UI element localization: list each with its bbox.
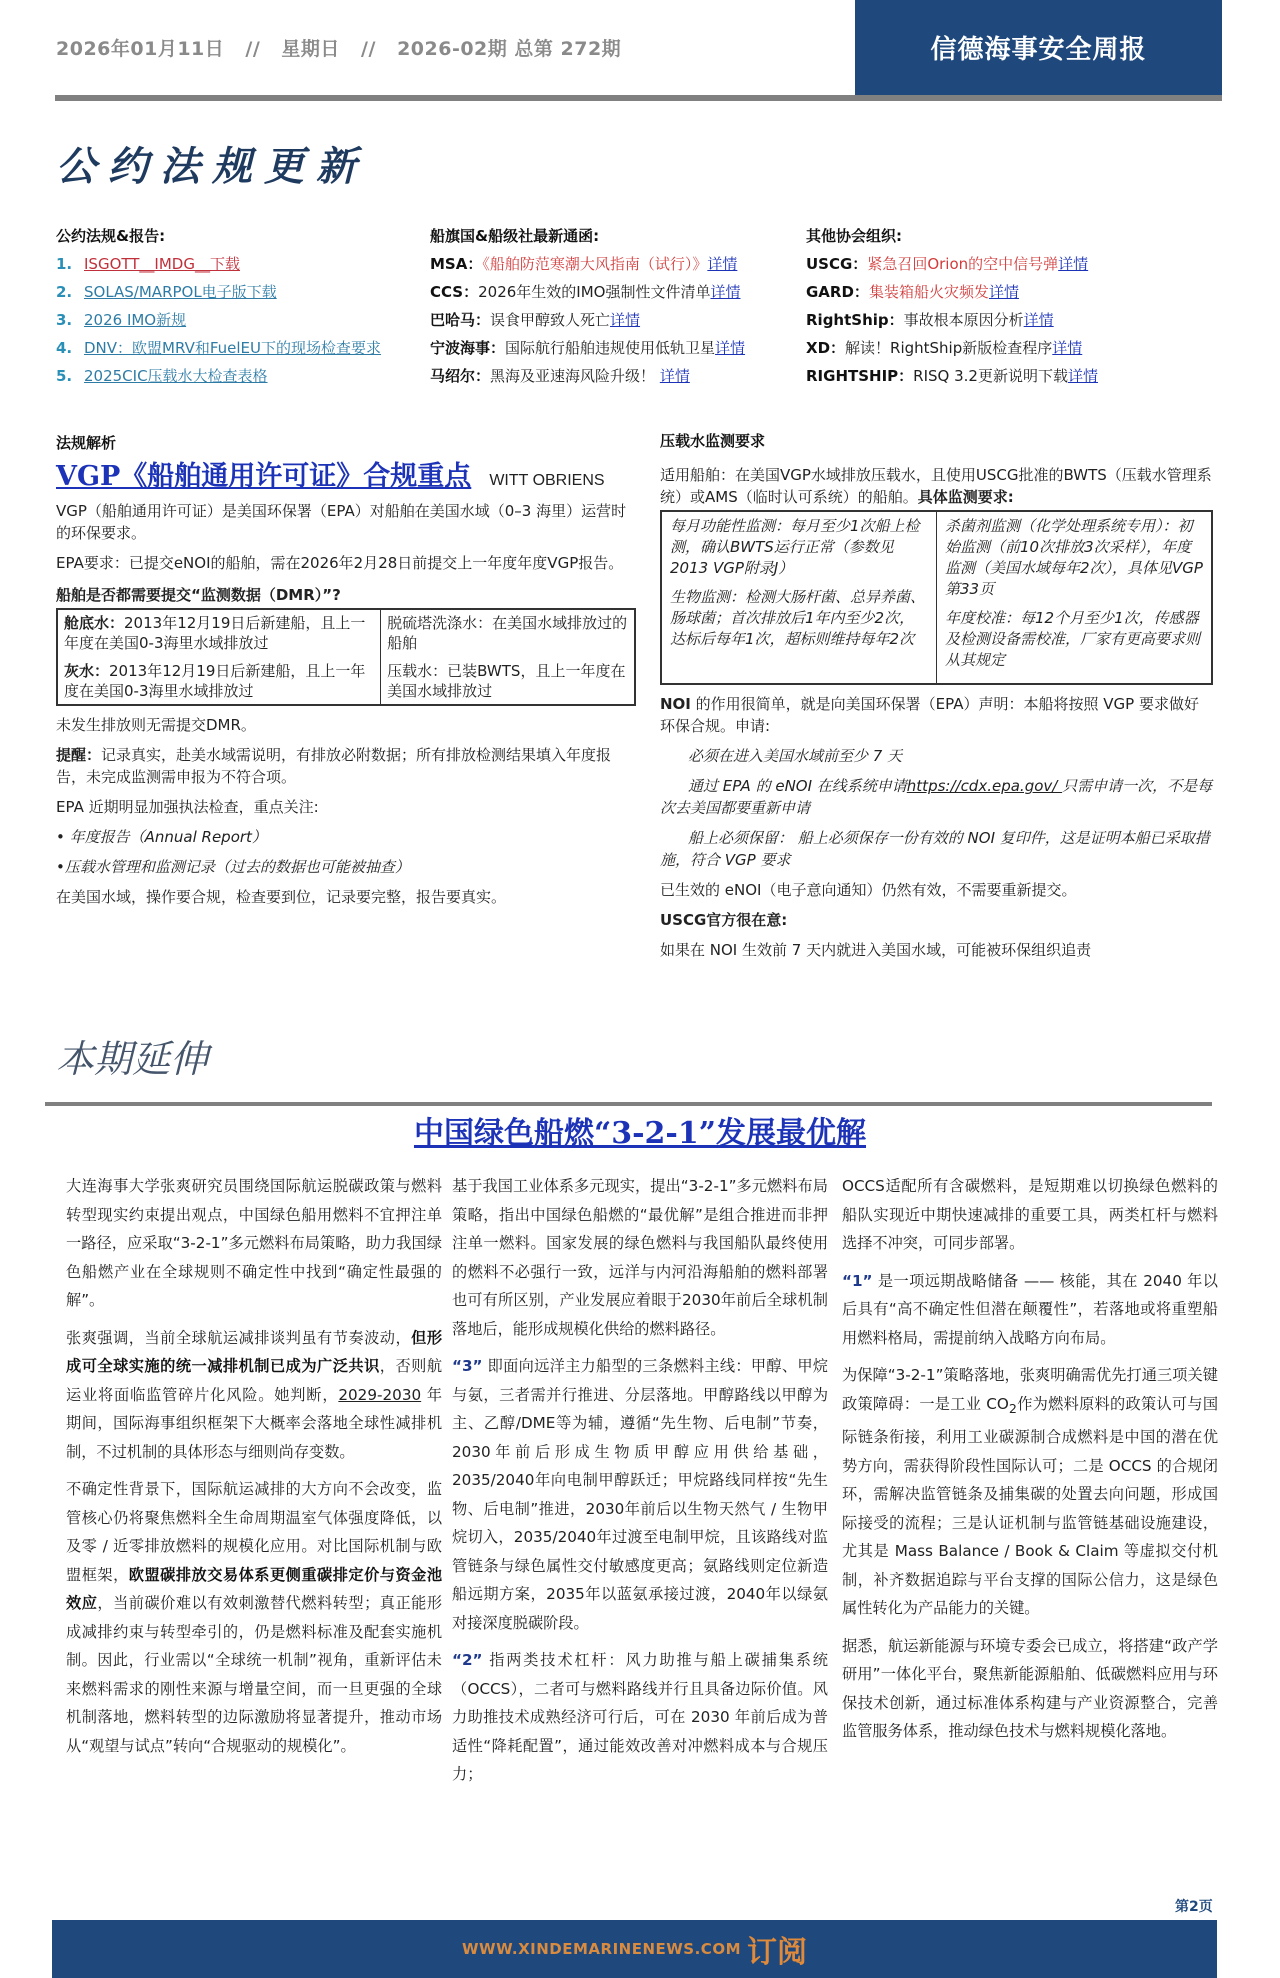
issue-number: 2026-02期 总第 272期 [397,38,622,60]
list-item [56,306,426,334]
item-number: 4. [56,339,73,357]
other-orgs-heading: 其他协会组织: [806,227,902,245]
org-label: RIGHTSHIP： [806,367,914,385]
strategy-number: “1” [842,1271,873,1290]
applicable-text: 适用船舶：在美国VGP水域排放压载水，且使用USCG批准的BWTS（压载水管理系统）或AMS（临时认可系统）的船舶。 [660,466,1212,506]
header-divider [55,95,1222,101]
enoi-valid-note: 已生效的 eNOI（电子意向通知）仍然有效，不需要重新提交。 [660,881,1077,899]
article-column-3 [842,1172,1218,1755]
org-label: MSA： [430,255,483,273]
notice-text: 2026年生效的IMO强制性文件清单 [478,283,711,301]
article-column-2 [452,1172,828,1798]
section-title-extension: 本期延伸 [56,1037,209,1081]
article-paragraph [452,1646,828,1789]
org-label: CCS： [430,283,479,301]
epa-requirement: EPA要求：已提交eNOI的船舶，需在2026年2月28日前提交上一年度年度VGP报告。 [56,554,624,572]
list-item [430,334,800,362]
details-link[interactable]: 详情 [1023,311,1054,329]
req-text: 只需申请一次，不是每次去美国都要重新申请 [660,777,1213,817]
reminder-label: 提醒： [56,746,102,764]
weekday: 星期日 [281,38,340,60]
ballast-requirements [660,430,1213,961]
list-item [56,250,426,278]
item-number: 2. [56,283,73,301]
dmr-cell-right [381,609,635,705]
org-label: 宁波海事： [430,339,506,357]
list-item [430,250,800,278]
dmr-item [64,613,374,653]
source-label: WITT OBRIENS [489,472,605,489]
req-text: 通过 EPA 的 eNOI 在线系统申请 [688,777,907,795]
reminder-text: 记录真实，赴美水域需说明，有排放必附数据；所有排放检测结果填入年度报告，未完成监测需申报为不符合项。 [56,746,612,786]
article-paragraph [66,1324,442,1467]
subscribe-link[interactable]: 订阅 [747,1935,807,1970]
bold-text: 但形成可全球实施的统一减排机制已成为广泛共识 [66,1328,442,1375]
article-paragraph [452,1352,828,1637]
dmr-item [64,661,374,701]
org-label: 马绍尔： [430,367,491,385]
article-title: 中国绿色船燃“3-2-1”发展最优解 [413,1116,867,1151]
noi-label: NOI [660,695,691,713]
dnv-mrv-fueleu-link[interactable]: DNV：欧盟MRV和FuelEU下的现场检查要求 [84,339,382,357]
text: ，当前碳价难以有效刺激替代燃料转型；真正能形成减排约束与转型牵引的，仍是燃料标准及配套实施机制。因此，行业需以“全球统一机制”视角，重新评估未来燃料需求的刚性来源与增量空间，而一旦更强的全球机制落地，燃料转型的边际激励将显著提升，推动市场从“观望与试点”转向“合规驱动的规模化”。 [66,1594,442,1755]
ballast-monitoring-table [660,510,1213,685]
noi-requirement [660,775,1213,819]
closing-note: 在美国水域，操作要合规，检查要到位，记录要完整，报告要真实。 [56,888,507,906]
no-discharge-note: 未发生排放则无需提交DMR。 [56,716,256,734]
text: 年期间，国际海事组织框架下大概率会落地全球性减排机制，不过机制的具体形态与细则尚存变数。 [66,1385,443,1461]
article-paragraph: 基于我国工业体系多元现实，提出“3-2-1”多元燃料布局策略，指出中国绿色船燃的“最优解”是组合推进而非押注单一燃料。国家发展的绿色燃料与我国船队最终使用的燃料不必强行一致，远洋与内河沿海船舶的燃料部署也可有所区别，产业发展应着眼于2030年前后全球机制落地后，能形成规模化供给的燃料路径。 [452,1177,828,1338]
org-label: XD： [806,339,846,357]
details-link[interactable]: 详情 [1052,339,1083,357]
list-item [56,362,426,390]
flag-states-list [430,222,800,390]
notice-text: 国际航行船舶违规使用低轨卫星 [505,339,716,357]
ballast-heading: 压载水监测要求 [660,432,766,450]
noi-explanation [660,693,1213,737]
details-link[interactable]: 详情 [707,255,738,273]
item-number: 3. [56,311,73,329]
notice-text: 事故根本原因分析 [903,311,1024,329]
list-item [430,278,800,306]
list-item [806,334,1216,362]
list-item [56,334,426,362]
org-label: 巴哈马： [430,311,491,329]
monitoring-item: 生物监测：检测大肠杆菌、总异养菌、肠球菌；首次排放后1年内至少2次，达标后每年1次，超标则维持每年2次 [670,588,926,648]
subscript: 2 [1008,1400,1017,1416]
dmr-item-text: 2013年12月19日后新建船，且上一年度在美国0-3海里水域排放过 [64,662,366,700]
cic-ballast-checklist-link[interactable]: 2025CIC压载水大检查表格 [84,367,268,385]
separator: // [361,38,376,60]
details-link[interactable]: 详情 [715,339,746,357]
article-title-row [0,1108,1280,1152]
issue-date: 2026年01月11日 [56,38,225,60]
org-label: USCG： [806,255,868,273]
vgp-article-link[interactable]: VGP《船舶通用许可证》合规重点 [56,461,472,492]
details-link[interactable]: 详情 [988,283,1019,301]
issue-date-line [56,34,635,61]
text: 作为燃料原料的政策认可与国际链条衔接，利用工业碳源制合成燃料是中国的潜在优势方向，需获得阶段性国际认可；二是 OCCS 的合规闭环，需解决监管链条及捕集碳的处置去向问题，形成国际接受的流程；三是认证机制与监管链基础设施建设，尤其是 Mass Balance / Book & Claim 等虚拟交付机制，补齐数据追踪与平台支撑的国际公信力，这是绿色属性转化为产品能力的关键。 [842,1394,1219,1618]
list-item [806,250,1216,278]
list-item [430,306,800,334]
solas-marpol-download-link[interactable]: SOLAS/MARPOL电子版下载 [84,283,277,301]
dmr-item: 压载水：已装BWTS，且上一年度在美国水域排放过 [387,662,626,700]
list-item [806,278,1216,306]
details-link[interactable]: 详情 [610,311,641,329]
monitoring-cell-left [661,511,937,684]
monitoring-item: 每月功能性监测：每月至少1次船上检测，确认BWTS运行正常（参数见2013 VGP附录J） [670,517,920,577]
section-divider [45,1102,1212,1106]
notice-text: 解读！RightShip新版检查程序 [845,339,1053,357]
item-number: 5. [56,367,73,385]
notice-text: 误食甲醇致人死亡 [490,311,611,329]
conventions-list [56,222,426,390]
dmr-item-label: 舱底水： [64,614,125,632]
vgp-intro: VGP（船舶通用许可证）是美国环保署（EPA）对船舶在美国水域（0–3 海里）运营时的环保要求。 [56,502,627,542]
dmr-cell-left [57,609,381,705]
analysis-heading: 法规解析 [56,434,117,452]
notice-text: 集装箱船火灾频发 [868,283,989,301]
brand-banner: 信德海事安全周报 [855,0,1222,95]
other-orgs-list [806,222,1216,390]
focus-bullet: • 年度报告（Annual Report） [56,828,267,846]
org-label: RightShip： [806,311,904,329]
article-title-link[interactable] [414,1116,866,1151]
separator: // [245,38,261,60]
noi-text: 的作用很简单，就是向美国环保署（EPA）声明：本船将按照 VGP 要求做好环保合规。申请: [660,695,1199,735]
page-number: 第2页 [1175,1899,1213,1915]
uscg-heading: USCG官方很在意: [660,911,788,929]
notice-text: 黑海及亚速海风险升级！ [490,367,656,385]
dmr-table [56,608,636,706]
org-label: GARD： [806,283,869,301]
article-paragraph: 据悉，航运新能源与环境专委会已成立，将搭建“政产学研用”一体化平台，聚焦新能源船舶、低碳燃料应用与环保技术创新，通过标准体系构建与产业资源整合，完善监管服务体系，推动绿色技术与燃料规模化落地。 [842,1636,1218,1741]
vgp-analysis [56,432,636,908]
monitoring-item: 年度校准：每12个月至少1次，传感器及检测设备需校准，厂家有更高要求则从其规定 [945,609,1201,669]
noi-requirement: 必须在进入美国水域前至少 7 天 [688,747,903,765]
article-paragraph [842,1267,1218,1353]
section-title-regulations: 公约法规更新 [56,144,368,190]
epa-cdx-link[interactable]: https://cdx.epa.gov/ [906,777,1063,795]
list-item [56,278,426,306]
bold-text: 欧盟碳排放交易体系更侧重碳排定价与资金池效应 [66,1565,442,1612]
monitoring-cell-right [937,511,1213,684]
dmr-item: 脱硫塔洗涤水：在美国水域排放过的船舶 [387,614,628,652]
details-link[interactable]: 详情 [710,283,741,301]
flag-states-heading: 船旗国&船级社最新通函: [430,227,600,245]
details-link[interactable]: 详情 [1067,367,1098,385]
strategy-number: “3” [452,1357,483,1375]
text: 即面向远洋主力船型的三条燃料主线：甲醇、甲烷与氨，三者需并行推进、分层落地。甲醇路线以甲醇为主、乙醇/DME等为辅，遵循“先生物、后电制”节奏，2030年前后形成生物质甲醇应用供给基础，2035/2040年向电制甲醇跃迁；甲烷路线同样按“先生物、后电制”推进，2030年前后以生物天然气 / 生物甲烷切入，2035/2040年过渡至电制甲烷，且该路线对监管链条与绿色属性交付敏感度更高；氨路线则定位新造船远期方案，2035年以蓝氨承接过渡，2040年以绿氨对接深度脱碳阶段。 [452,1357,828,1632]
notice-text: 《船舶防范寒潮大风指南（试行）》 [482,255,708,273]
article-paragraph: 大连海事大学张爽研究员围绕国际航运脱碳政策与燃料转型现实约束提出观点，中国绿色船用燃料不宜押注单一路径，应采取“3-2-1”多元燃料布局策略，助力我国绿色船燃产业在全球规则不确定性中找到“确定性最强的解”。 [66,1177,442,1309]
list-item [806,306,1216,334]
dmr-item-label: 灰水： [64,662,110,680]
dmr-item-text: 2013年12月19日后新建船，且上一年度在美国0-3海里水域排放过 [64,614,366,652]
list-item [430,362,800,390]
focus-bullet: •压载水管理和监测记录（过去的数据也可能被抽查） [56,858,410,876]
uscg-warning: 如果在 NOI 生效前 7 天内就进入美国水域，可能被环保组织追责 [660,941,1092,959]
article-paragraph: OCCS适配所有含碳燃料，是短期难以切换绿色燃料的船队实现近中期快速减排的重要工具，两类杠杆与燃料选择不冲突，可同步部署。 [842,1177,1218,1252]
notice-text: 紧急召回Orion的空中信号弹 [867,255,1059,273]
text: 是一项远期战略储备 —— 核能，其在 2040 年以后具有“高不确定性但潜在颠覆性”，若落地或将重塑船用燃料格局，需提前纳入战略方向布局。 [842,1271,1218,1347]
article-column-1 [66,1172,442,1769]
notice-text: RISQ 3.2更新说明下载 [913,367,1068,385]
details-link[interactable]: 详情 [659,367,690,385]
monitoring-item: 杀菌剂监测（化学处理系统专用）：初始监测（前10次排放3次采样），年度监测（美国水域每年2次），具体见VGP第33页 [945,517,1203,598]
details-link[interactable]: 详情 [1058,255,1089,273]
reminder [56,744,636,788]
website-link[interactable]: WWW.XINDEMARINENEWS.COM [461,1940,741,1958]
imo-2026-rules-link[interactable]: 2026 IMO新规 [84,311,187,329]
item-number: 1. [56,255,73,273]
epa-focus: EPA 近期明显加强执法检查，重点关注: [56,798,319,816]
vgp-title-row [56,461,636,492]
underlined-year: 2029-2030 [338,1385,422,1404]
text: 指两类技术杠杆：风力助推与船上碳捕集系统（OCCS），二者可与燃料路线并行且具备边际价值。风力助推技术成熟经济可行后，可在 2030 年前后成为普适性“降耗配置”，通过能效改善对冲燃料成本与合规压力； [452,1651,828,1783]
strategy-number: “2” [452,1651,483,1669]
noi-requirement: 船上必须保留： 船上必须保存一份有效的 NOI 复印件，这是证明本船已采取措施，符合 VGP 要求 [660,829,1210,869]
text: ，否则航运业将面临监管碎片化风险。她判断， [66,1357,442,1404]
footer-banner [52,1920,1217,1978]
applicable-ships [660,464,1213,508]
text: 不确定性背景下，国际航运减排的大方向不会改变，监管核心仍将聚焦燃料全生命周期温室气体强度降低，以及零 / 近零排放燃料的规模化应用。对比国际机制与欧盟框架， [66,1480,442,1584]
dmr-question: 船舶是否都需要提交“监测数据（DMR）”? [56,586,341,604]
conventions-heading: 公约法规&报告: [56,227,166,245]
article-paragraph [66,1475,442,1760]
applicable-bold: 具体监测要求: [917,488,1014,506]
list-item [806,362,1216,390]
isgott-imdg-download-link[interactable]: ISGOTT__IMDG__下载 [84,255,240,273]
article-paragraph [842,1361,1218,1623]
text: 为保障“3-2-1”策略落地，张爽明确需优先打通三项关键政策障碍：一是工业 CO [842,1366,1218,1413]
text: 张爽强调，当前全球航运减排谈判虽有节奏波动， [66,1328,412,1347]
